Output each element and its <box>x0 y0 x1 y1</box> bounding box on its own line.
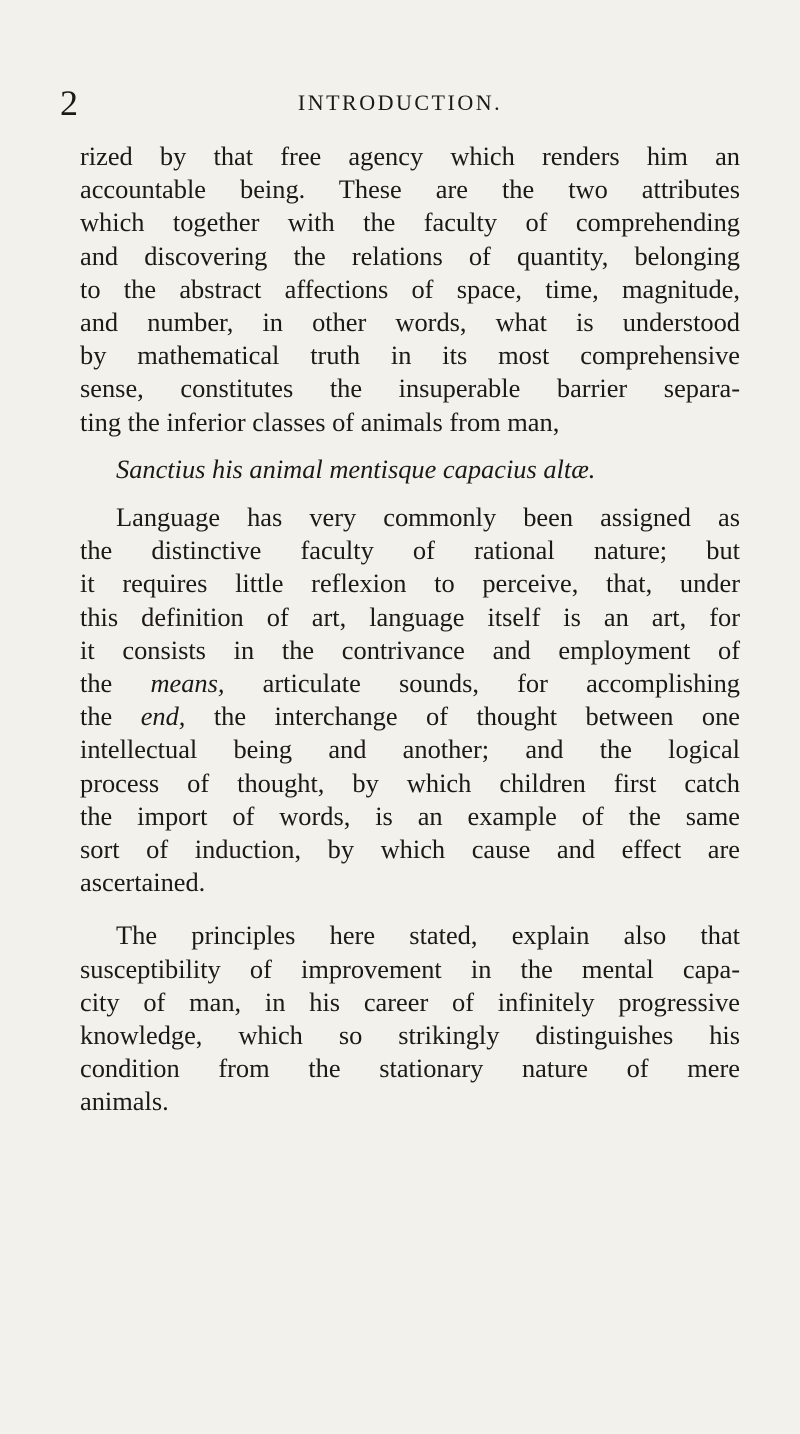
text-line <box>80 667 740 700</box>
text-line: knowledge, which so strikingly distinguishes his <box>80 1020 740 1051</box>
text-fragment: the <box>80 668 151 699</box>
text-line: susceptibility of improvement in the mental capa- <box>80 953 740 984</box>
paragraph-3 <box>80 919 740 1118</box>
text-line: sort of induction, by which cause and effect are <box>80 834 740 865</box>
running-title: INTRODUCTION. <box>297 90 503 115</box>
text-line: and discovering the relations of quantity, belonging <box>80 240 740 271</box>
text-line: which together with the faculty of comprehending <box>80 207 740 238</box>
text-line: animals. <box>80 1086 169 1117</box>
text-fragment: the <box>80 701 141 732</box>
text-line: by mathematical truth in its most comprehensive <box>80 340 740 371</box>
text-line <box>80 700 740 733</box>
text-line: ascertained. <box>80 867 206 898</box>
paragraph-gap <box>80 899 740 919</box>
text-line: Language has very commonly been assigned as <box>116 502 740 533</box>
text-line: city of man, in his career of infinitely progressive <box>80 986 740 1017</box>
text-line: intellectual being and another; and the logical <box>80 734 740 765</box>
paragraph-1 <box>80 140 740 439</box>
text-line: rized by that free agency which renders him an <box>80 141 740 171</box>
emphasis-means: means, <box>150 668 225 699</box>
text-line: process of thought, by which children first catch <box>80 767 740 798</box>
page-header <box>60 83 740 123</box>
text-line: condition from the stationary nature of mere <box>80 1053 740 1084</box>
body-text <box>80 140 740 1119</box>
text-line: ting the inferior classes of animals from man, <box>80 406 560 437</box>
text-line: to the abstract affections of space, time, magnitude, <box>80 273 740 304</box>
text-line: accountable being. These are the two attributes <box>80 174 740 205</box>
text-fragment: articulate sounds, for accomplishing <box>224 668 740 699</box>
text-line: it requires little reflexion to perceive, that, under <box>80 568 740 599</box>
text-line: the distinctive faculty of rational nature; but <box>80 535 740 566</box>
text-line: the import of words, is an example of the same <box>80 800 740 831</box>
emphasis-end: end, <box>140 701 186 732</box>
text-line: The principles here stated, explain also that <box>116 920 740 951</box>
text-line: and number, in other words, what is understood <box>80 307 740 338</box>
paragraph-2 <box>80 501 740 899</box>
text-line: it consists in the contrivance and employment of <box>80 634 740 665</box>
page-number: 2 <box>60 83 78 123</box>
latin-quotation: Sanctius his animal mentisque capacius altæ. <box>116 453 596 484</box>
text-line: sense, constitutes the insuperable barrier separa- <box>80 373 740 404</box>
text-line: this definition of art, language itself is an art, for <box>80 601 740 632</box>
text-fragment: the interchange of thought between one <box>185 701 740 732</box>
